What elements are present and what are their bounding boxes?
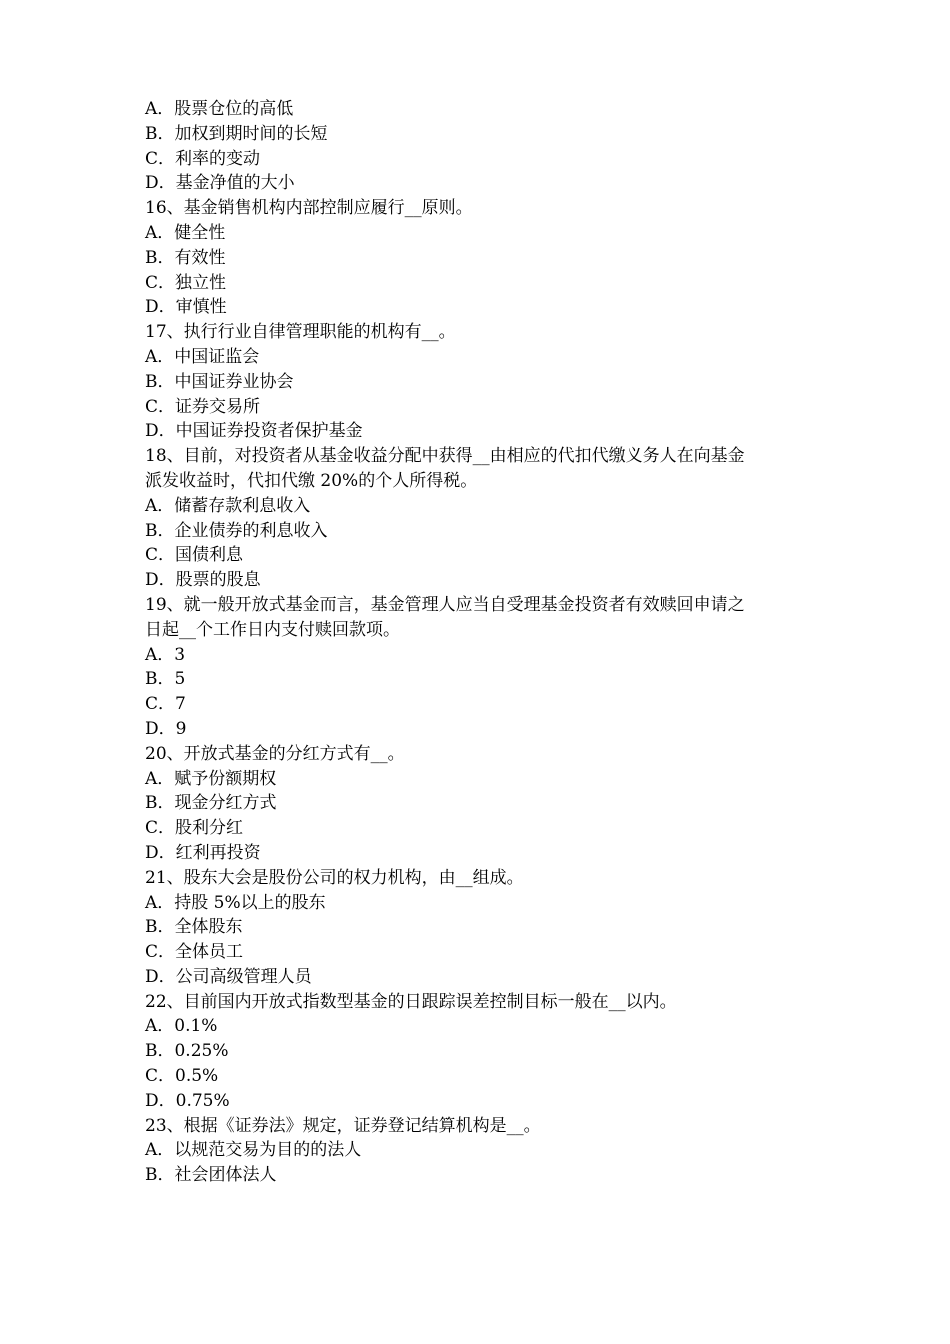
question-text: 21、股东大会是股份公司的权力机构，由__组成。 xyxy=(145,867,524,888)
question-text: 16、基金销售机构内部控制应履行__原则。 xyxy=(145,198,473,219)
question-text: 派发收益时，代扣代缴 20%的个人所得税。 xyxy=(145,470,478,491)
answer-option: A．持股 5%以上的股东 xyxy=(145,892,326,913)
answer-option: C．股利分红 xyxy=(145,818,244,839)
answer-option: A．储蓄存款利息收入 xyxy=(145,495,311,516)
answer-option: A．股票仓位的高低 xyxy=(145,99,294,119)
answer-option: C．7 xyxy=(145,694,186,715)
question-text: 22、目前国内开放式指数型基金的日跟踪误差控制目标一般在__以内。 xyxy=(145,991,677,1012)
answer-option: B．5 xyxy=(145,669,186,690)
answer-option: C．独立性 xyxy=(145,272,227,293)
answer-option: B．有效性 xyxy=(145,247,226,268)
answer-option: D．公司高级管理人员 xyxy=(145,966,312,987)
answer-option: D．红利再投资 xyxy=(145,842,261,863)
answer-option: D．审慎性 xyxy=(145,297,227,318)
question-text: 20、开放式基金的分红方式有__。 xyxy=(145,743,405,764)
answer-option: C．国债利息 xyxy=(145,545,244,566)
answer-option: D．股票的股息 xyxy=(145,570,261,591)
answer-option: C．0.5% xyxy=(145,1066,219,1087)
question-text: 19、就一般开放式基金而言，基金管理人应当自受理基金投资者有效赎回申请之 xyxy=(145,594,745,615)
answer-option: B．中国证券业协会 xyxy=(145,371,294,392)
answer-option: A．赋予份额期权 xyxy=(145,768,277,789)
answer-option: A．3 xyxy=(145,644,186,665)
answer-option: B．加权到期时间的长短 xyxy=(145,123,328,144)
answer-option: A．以规范交易为目的的法人 xyxy=(145,1140,362,1161)
question-text: 23、根据《证券法》规定，证券登记结算机构是__。 xyxy=(145,1115,541,1136)
answer-option: D．0.75% xyxy=(145,1090,230,1111)
answer-option: A．0.1% xyxy=(145,1016,218,1037)
answer-option: B．0.25% xyxy=(145,1041,229,1062)
question-text: 18、目前，对投资者从基金收益分配中获得__由相应的代扣代缴义务人在向基金 xyxy=(145,446,745,467)
answer-option: B．全体股东 xyxy=(145,917,243,938)
answer-option: D．9 xyxy=(145,718,187,739)
answer-option: C．利率的变动 xyxy=(145,148,261,169)
question-text: 17、执行行业自律管理职能的机构有__。 xyxy=(145,322,456,343)
answer-option: A．中国证监会 xyxy=(145,346,260,367)
answer-option: B．社会团体法人 xyxy=(145,1165,277,1186)
answer-option: B．企业债券的利息收入 xyxy=(145,520,328,541)
document-body xyxy=(145,97,825,1188)
answer-option: C．证券交易所 xyxy=(145,396,261,417)
answer-option: B．现金分红方式 xyxy=(145,793,277,814)
answer-option: C．全体员工 xyxy=(145,942,244,963)
question-text: 日起__个工作日内支付赎回款项。 xyxy=(145,619,400,640)
answer-option: D．中国证券投资者保护基金 xyxy=(145,421,363,442)
answer-option: D．基金净值的大小 xyxy=(145,173,295,194)
answer-option: A．健全性 xyxy=(145,222,226,243)
